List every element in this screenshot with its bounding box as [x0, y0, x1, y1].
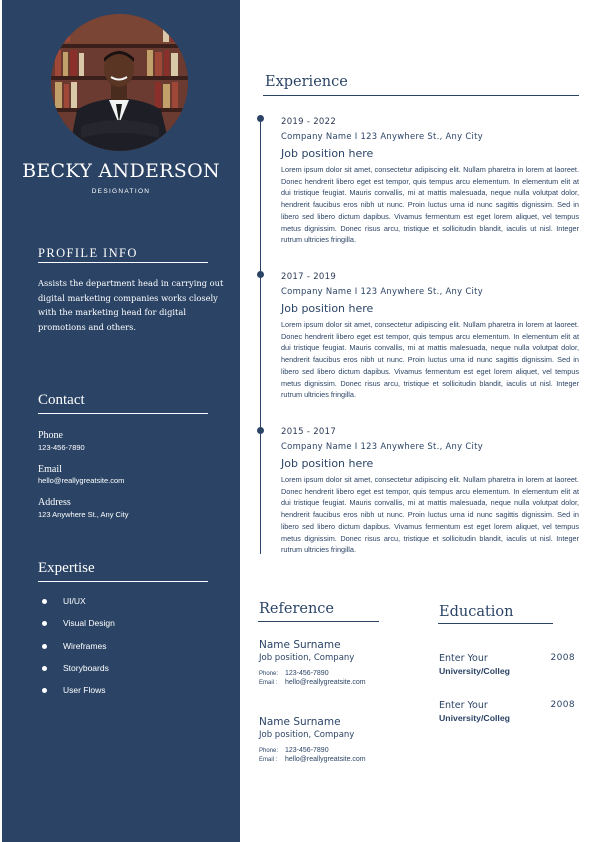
education-entry [439, 653, 579, 676]
phone-label: Phone [38, 430, 63, 441]
experience-entry [281, 117, 579, 246]
expertise-item [42, 596, 115, 618]
designation: DESIGNATION [91, 188, 151, 195]
expertise-item-label: Wireframes [63, 640, 107, 651]
job-position: Job position here [281, 457, 374, 470]
job-years: 2019 - 2022 [281, 117, 337, 127]
reference-name: Name Surname [259, 716, 341, 728]
profile-photo [51, 14, 188, 151]
education-row [439, 653, 579, 664]
education-year: 2008 [550, 700, 575, 710]
expertise-title: Expertise [38, 560, 95, 576]
reference-title: Reference [259, 601, 334, 617]
reference-entry [259, 716, 429, 763]
education-entry [439, 700, 579, 723]
education-university: University/Colleg [439, 713, 510, 723]
reference-job: Job position, Company [259, 653, 355, 663]
expertise-item-label: User Flows [63, 685, 106, 696]
timeline-dot [257, 427, 264, 434]
expertise-item-label: Storyboards [63, 662, 109, 673]
job-description: Lorem ipsum dolor sit amet, consectetur adipiscing elit. Nullam pharetra in lorem at laoreet. Donec hendrerit libero eget est tempor, quis tempus arcu elementum. In elementum elit at dui tristique feugiat. Mauris convallis, mi at mattis malesuada, neque nulla volutpat dolor, hendrerit faucibus eros nibh ut nunc. Proin luctus urna id nunc sagittis dignissim. Sed in libero sed libero dictum dapibus. Vivamus fermentum est eget lorem aliquet, vel tempus metus dignissim. Donec risus arcu, tristique et sollicitudin blandit, iaculis ut nisl. Integer rutrum ultricies fringilla. [281, 165, 579, 245]
reference-phone: 123-456-7890 [285, 670, 329, 677]
experience-timeline [260, 118, 261, 554]
reference-email-label: Email : [259, 757, 278, 763]
job-company: Company Name I 123 Anywhere St., Any City [281, 131, 483, 141]
phone-value: 123-456-7890 [38, 443, 85, 452]
job-years: 2017 - 2019 [281, 272, 337, 282]
expertise-item-label: Visual Design [63, 618, 115, 629]
reference-email-row [259, 756, 429, 763]
education-row [439, 700, 579, 711]
address-label: Address [38, 497, 71, 508]
bullet-icon [42, 666, 47, 671]
reference-entry [259, 639, 429, 686]
job-description: Lorem ipsum dolor sit amet, consectetur adipiscing elit. Nullam pharetra in lorem at laoreet. Donec hendrerit libero eget est tempor, quis tempus arcu elementum. In elementum elit at dui tristique feugiat. Mauris convallis, mi at mattis malesuada, neque nulla volutpat dolor, hendrerit faucibus eros nibh ut nunc. Proin luctus urna id nunc sagittis dignissim. Sed in libero sed libero dictum dapibus. Vivamus fermentum est eget lorem aliquet, vel tempus metus dignissim. Donec risus arcu, tristique et sollicitudin blandit, iaculis ut nisl. Integer rutrum ultricies fringilla. [281, 475, 579, 555]
bullet-icon [42, 688, 47, 693]
reference-phone: 123-456-7890 [285, 747, 329, 754]
education-divider [438, 623, 553, 624]
contact-title: Contact [38, 392, 85, 408]
job-position: Job position here [281, 147, 374, 160]
profile-info-divider [38, 262, 208, 263]
bullet-icon [42, 644, 47, 649]
email-value: hello@reallygreatsite.com [38, 476, 125, 485]
reference-phone-label: Phone: [259, 671, 279, 677]
profile-info-title: PROFILE INFO [38, 246, 138, 260]
experience-entry [281, 427, 579, 556]
reference-phone-row [259, 670, 429, 677]
expertise-item [42, 618, 115, 640]
reference-email: hello@reallygreatsite.com [285, 756, 366, 763]
experience-divider [263, 95, 579, 96]
education-line1: Enter Your [439, 653, 488, 664]
expertise-list [42, 596, 115, 707]
education-line1: Enter Your [439, 700, 488, 711]
expertise-divider [38, 581, 208, 582]
job-years: 2015 - 2017 [281, 427, 337, 437]
job-company: Company Name I 123 Anywhere St., Any City [281, 286, 483, 296]
profile-info-text: Assists the department head in carrying out digital marketing companies works closely with the marketing head for digital promotions and others. [38, 278, 224, 332]
email-label: Email [38, 464, 62, 475]
job-position: Job position here [281, 302, 374, 315]
education-year: 2008 [550, 653, 575, 663]
education-university: University/Colleg [439, 666, 510, 676]
reference-phone-row [259, 747, 429, 754]
expertise-item [42, 663, 115, 685]
address-value: 123 Anywhere St., Any City [38, 510, 129, 519]
reference-email-label: Email : [259, 680, 278, 686]
sidebar [2, 0, 240, 842]
expertise-item [42, 685, 115, 707]
experience-title: Experience [265, 74, 348, 90]
reference-email-row [259, 679, 429, 686]
expertise-item [42, 641, 115, 663]
reference-email: hello@reallygreatsite.com [285, 679, 366, 686]
expertise-item-label: UI/UX [63, 596, 86, 606]
timeline-dot [257, 271, 264, 278]
job-company: Company Name I 123 Anywhere St., Any City [281, 441, 483, 451]
reference-divider [258, 621, 379, 622]
person-name: BECKY ANDERSON [22, 160, 220, 182]
bullet-icon [42, 621, 47, 626]
contact-divider [38, 413, 208, 414]
timeline-dot [257, 115, 264, 122]
reference-job: Job position, Company [259, 730, 355, 740]
profile-photo-illustration [51, 14, 188, 151]
reference-phone-label: Phone: [259, 748, 279, 754]
bullet-icon [42, 599, 47, 604]
experience-entry [281, 272, 579, 401]
reference-name: Name Surname [259, 639, 341, 651]
job-description: Lorem ipsum dolor sit amet, consectetur adipiscing elit. Nullam pharetra in lorem at laoreet. Donec hendrerit libero eget est tempor, quis tempus arcu elementum. In elementum elit at dui tristique feugiat. Mauris convallis, mi at mattis malesuada, neque nulla volutpat dolor, hendrerit faucibus eros nibh ut nunc. Proin luctus urna id nunc sagittis dignissim. Sed in libero sed libero dictum dapibus. Vivamus fermentum est eget lorem aliquet, vel tempus metus dignissim. Donec risus arcu, tristique et sollicitudin blandit, iaculis ut nisl. Integer rutrum ultricies fringilla. [281, 320, 579, 400]
education-title: Education [439, 604, 514, 620]
